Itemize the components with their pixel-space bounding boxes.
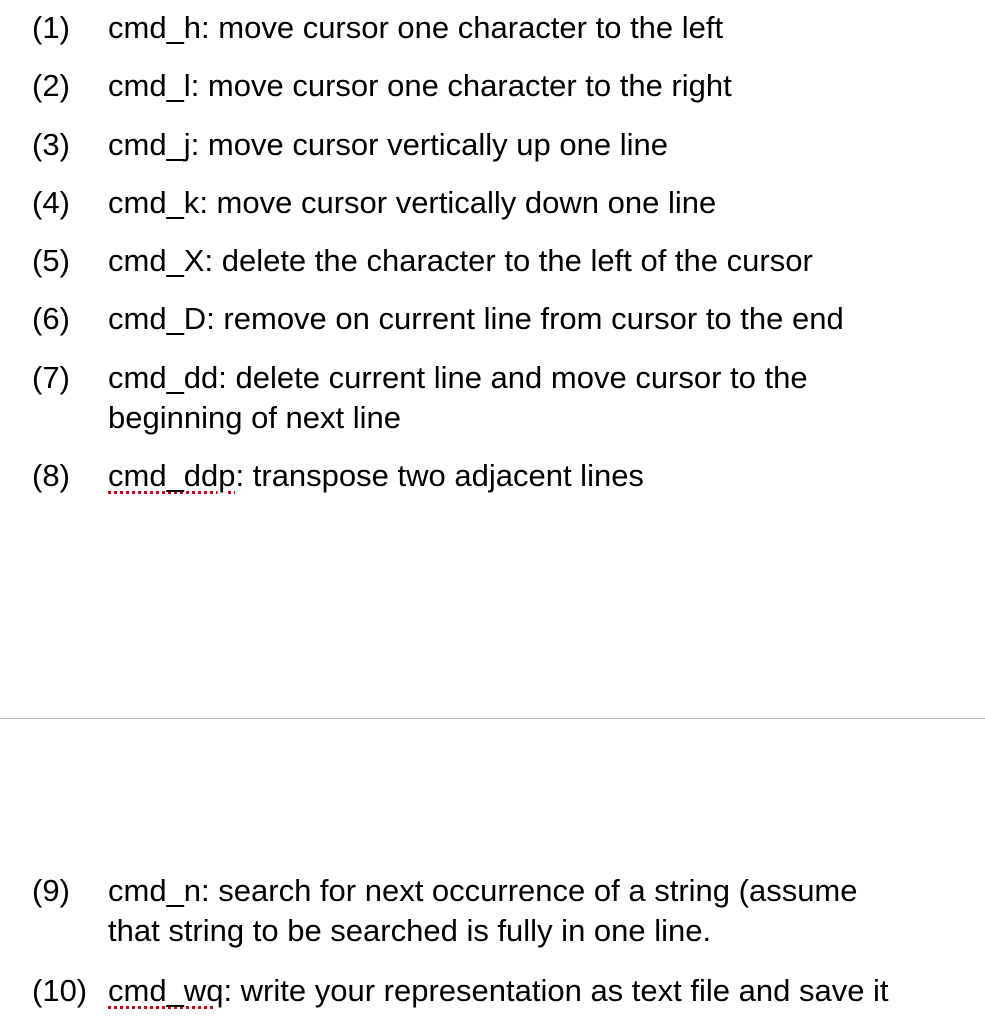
item-text bbox=[108, 66, 732, 106]
item-text bbox=[108, 183, 716, 223]
item-text bbox=[108, 241, 813, 281]
item-number: (7) bbox=[32, 360, 70, 395]
item-number: (9) bbox=[32, 873, 70, 908]
item-description: : move cursor one character to the right bbox=[190, 68, 732, 103]
item-command: cmd_dd bbox=[108, 360, 219, 395]
item-description: : delete current line and move cursor to the bbox=[218, 360, 808, 395]
item-number: (8) bbox=[32, 458, 70, 493]
item-description: : search for next occurrence of a string (assume bbox=[201, 873, 858, 908]
item-command: cmd_n bbox=[108, 873, 202, 908]
item-number: (6) bbox=[32, 301, 70, 336]
item-text bbox=[108, 358, 808, 438]
item-command: cmd_k bbox=[108, 185, 200, 220]
item-description: : write your representation as text file and save it bbox=[223, 973, 889, 1008]
item-description: : move cursor vertically down one line bbox=[199, 185, 717, 220]
item-number: (1) bbox=[32, 10, 70, 45]
item-number: (10) bbox=[32, 973, 88, 1008]
item-command: cmd_ddp bbox=[108, 458, 236, 493]
item-command: cmd_h bbox=[108, 10, 202, 45]
item-number: (4) bbox=[32, 185, 70, 220]
item-command: cmd_l bbox=[108, 68, 191, 103]
item-command: cmd_wq bbox=[108, 973, 224, 1008]
item-continuation: beginning of next line bbox=[108, 400, 402, 435]
item-continuation: that string to be searched is fully in one line. bbox=[108, 913, 712, 948]
item-text bbox=[108, 299, 844, 339]
item-text bbox=[108, 971, 889, 1011]
item-command: cmd_D bbox=[108, 301, 207, 336]
item-command: cmd_X bbox=[108, 243, 205, 278]
item-text bbox=[108, 125, 668, 165]
page-divider bbox=[0, 718, 985, 719]
item-description: : delete the character to the left of the cursor bbox=[204, 243, 813, 278]
item-text bbox=[108, 8, 723, 48]
item-text bbox=[108, 456, 644, 496]
item-description: : move cursor vertically up one line bbox=[190, 127, 668, 162]
item-description: : move cursor one character to the left bbox=[201, 10, 724, 45]
item-number: (2) bbox=[32, 68, 70, 103]
item-description: : remove on current line from cursor to the end bbox=[206, 301, 844, 336]
item-text bbox=[108, 871, 858, 951]
item-number: (5) bbox=[32, 243, 70, 278]
item-description: : transpose two adjacent lines bbox=[235, 458, 644, 493]
item-number: (3) bbox=[32, 127, 70, 162]
item-command: cmd_j bbox=[108, 127, 191, 162]
